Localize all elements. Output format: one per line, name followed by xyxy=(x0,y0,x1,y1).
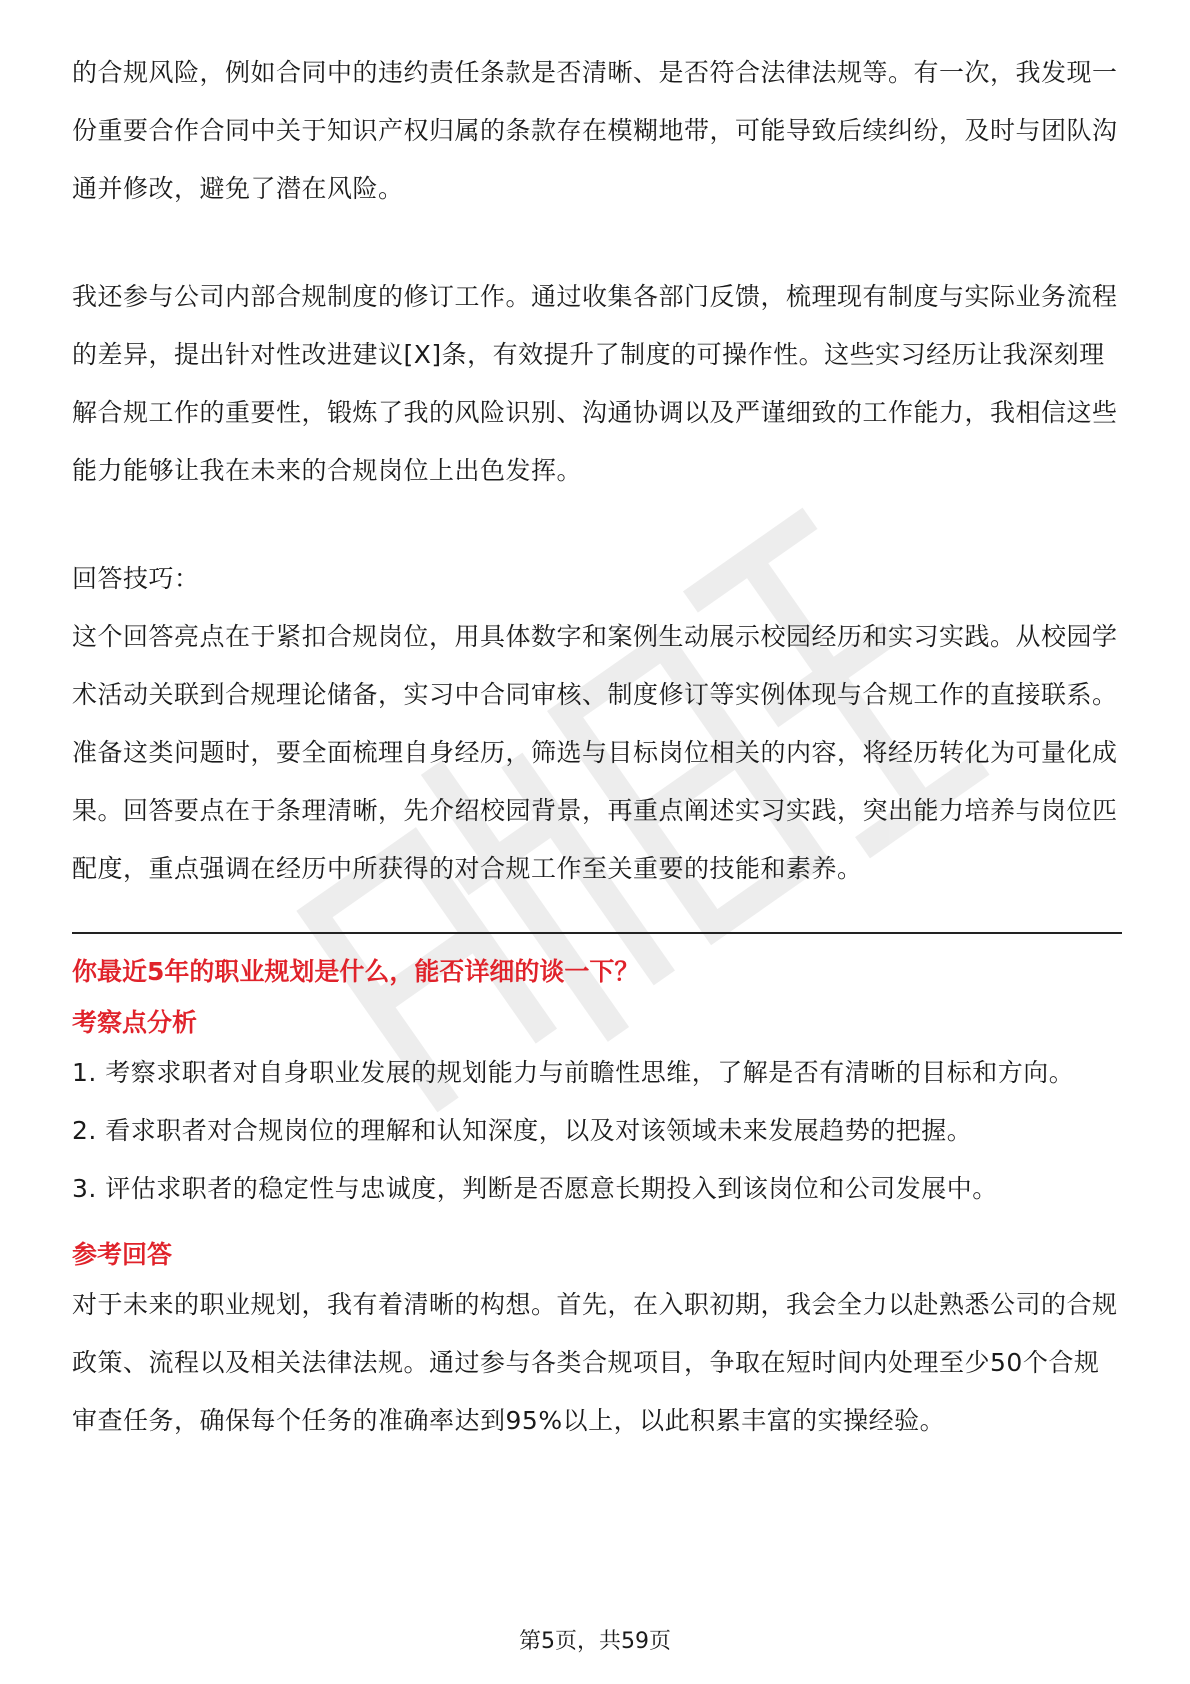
page-footer: 第5页，共59页 xyxy=(519,1629,671,1654)
paragraph-contract-review: 的合规风险，例如合同中的违约责任条款是否清晰、是否符合法律法规等。有一次，我发现一份重要合作合同中关于知识产权归属的条款存在模糊地带，可能导致后续纠纷，及时与团队沟通并修改，避免了潜在风险。 xyxy=(72,58,1118,203)
paragraph-policy-revision: 我还参与公司内部合规制度的修订工作。通过收集各部门反馈，梳理现有制度与实际业务流程的差异，提出针对性改进建议[X]条，有效提升了制度的可操作性。这些实习经历让我深刻理解合规工作的重要性，锻炼了我的风险识别、沟通协调以及严谨细致的工作能力，我相信这些能力能够让我在未来的合规岗位上出色发挥。 xyxy=(72,282,1118,485)
section-divider xyxy=(72,932,1122,934)
question-title: 你最近5年的职业规划是什么，能否详细的谈一下？ xyxy=(72,957,640,986)
content-area xyxy=(72,44,1122,1450)
tips-label: 回答技巧： xyxy=(72,564,200,593)
analysis-item: 3. 评估求职者的稳定性与忠诚度，判断是否愿意长期投入到该岗位和公司发展中。 xyxy=(72,1174,998,1203)
tips-text: 这个回答亮点在于紧扣合规岗位，用具体数字和案例生动展示校园经历和实习实践。从校园学术活动关联到合规理论储备，实习中合同审核、制度修订等实例体现与合规工作的直接联系。准备这类问题时，要全面梳理自身经历，筛选与目标岗位相关的内容，将经历转化为可量化成果。回答要点在于条理清晰，先介绍校园背景，再重点阐述实习实践，突出能力培养与岗位匹配度，重点强调在经历中所获得的对合规工作至关重要的技能和素养。 xyxy=(72,622,1118,883)
answer-text: 对于未来的职业规划，我有着清晰的构想。首先，在入职初期，我会全力以赴熟悉公司的合规政策、流程以及相关法律法规。通过参与各类合规项目，争取在短时间内处理至少50个合规审查任务，确保每个任务的准确率达到95%以上，以此积累丰富的实操经验。 xyxy=(72,1290,1118,1435)
analysis-item: 1. 考察求职者对自身职业发展的规划能力与前瞻性思维，了解是否有清晰的目标和方向。 xyxy=(72,1058,1075,1087)
analysis-heading: 考察点分析 xyxy=(72,1008,198,1037)
analysis-item: 2. 看求职者对合规岗位的理解和认知深度，以及对该领域未来发展趋势的把握。 xyxy=(72,1116,973,1145)
answer-heading: 参考回答 xyxy=(72,1240,173,1269)
